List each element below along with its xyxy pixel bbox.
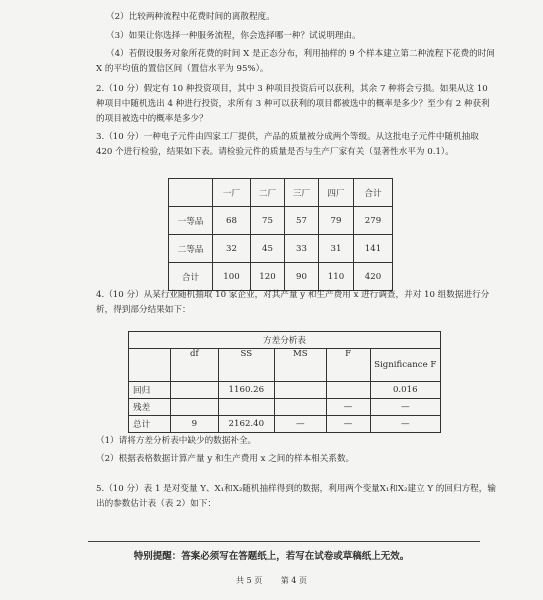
q4-sub2: （2）根据表格数据计算产量 y 和生产费用 x 之间的样本相关系数。 bbox=[96, 454, 355, 464]
table-cell bbox=[171, 399, 219, 416]
table-row bbox=[129, 416, 441, 433]
table-row bbox=[169, 207, 393, 235]
table-header-cell: F bbox=[326, 349, 370, 382]
table-cell: 100 bbox=[213, 263, 251, 291]
footer-divider bbox=[88, 541, 480, 542]
table-header-cell: SS bbox=[218, 349, 274, 382]
table-header-cell: Significance F bbox=[370, 349, 441, 382]
table-row bbox=[169, 263, 393, 291]
table-cell: 110 bbox=[319, 263, 354, 291]
table-cell bbox=[274, 382, 326, 399]
table-cell: 90 bbox=[285, 263, 319, 291]
table-cell: 0.016 bbox=[370, 382, 441, 399]
question-4: 4.（10 分）从某行业随机抽取 10 家企业，对其产量 y 和生产费用 x 进行调查，并对 10 组数据进行分析，得到部分结果如下： bbox=[96, 290, 490, 315]
table-cell: 57 bbox=[285, 207, 319, 235]
table-header-cell bbox=[129, 349, 171, 382]
table-cell: 68 bbox=[213, 207, 251, 235]
table-row bbox=[129, 382, 441, 399]
question-3: 3.（10 分）一种电子元件由四家工厂提供，产品的质量被分成两个等级。从这批电子元件中随机抽取 420 个进行检验，结果如下表。请检验元件的质量是否与生产厂家有关（显著性水平为 0.1）。 bbox=[96, 132, 482, 157]
table-cell: — bbox=[274, 416, 326, 433]
q2-sub2: （2）比较两种流程中花费时间的离散程度。 bbox=[106, 12, 275, 22]
table-cell: 420 bbox=[354, 263, 393, 291]
table-cell: 45 bbox=[251, 235, 285, 263]
table-row bbox=[129, 332, 441, 349]
table-header-cell: 三厂 bbox=[285, 179, 319, 207]
table-header-cell bbox=[169, 179, 213, 207]
table-cell bbox=[218, 399, 274, 416]
table-cell: 33 bbox=[285, 235, 319, 263]
table-header-cell: 一厂 bbox=[213, 179, 251, 207]
table-cell: 279 bbox=[354, 207, 393, 235]
q2-sub3: （3）如果让你选择一种服务流程，你会选择哪一种？试说明理由。 bbox=[106, 31, 361, 41]
anova-title: 方差分析表 bbox=[129, 332, 441, 349]
table-cell bbox=[326, 382, 370, 399]
table-cell: 合计 bbox=[169, 263, 213, 291]
table-cell: 残差 bbox=[129, 399, 171, 416]
question-2: 2.（10 分）假定有 10 种投资项目，其中 3 种项目投资后可以获利，其余 7 种将会亏损。如果从这 10 种项目中随机选出 4 种进行投资，求所有 3 种可以获利的项目都被选中的概率是多少？至少有 2 种获利的项目被选中的概率是多少？ bbox=[96, 84, 491, 124]
table-header-cell: 四厂 bbox=[319, 179, 354, 207]
table-cell: — bbox=[370, 399, 441, 416]
table-header-cell: 二厂 bbox=[251, 179, 285, 207]
table-row bbox=[129, 399, 441, 416]
table-cell bbox=[171, 382, 219, 399]
table-header-cell: df bbox=[171, 349, 219, 382]
quality-table bbox=[168, 178, 393, 291]
total-pages: 共 5 页 bbox=[236, 576, 263, 585]
table-cell: 75 bbox=[251, 207, 285, 235]
table-cell: 回归 bbox=[129, 382, 171, 399]
table-row bbox=[169, 179, 393, 207]
current-page: 第 4 页 bbox=[280, 576, 307, 585]
table-cell bbox=[274, 399, 326, 416]
table-cell: — bbox=[370, 416, 441, 433]
table-cell: 2162.40 bbox=[218, 416, 274, 433]
table-cell: 141 bbox=[354, 235, 393, 263]
table-cell: 32 bbox=[213, 235, 251, 263]
footer-reminder: 特别提醒：答案必须写在答题纸上，若写在试卷或草稿纸上无效。 bbox=[133, 551, 410, 562]
table-cell: — bbox=[326, 399, 370, 416]
table-cell: 二等品 bbox=[169, 235, 213, 263]
table-header-cell: 合计 bbox=[354, 179, 393, 207]
page-number bbox=[0, 575, 543, 586]
table-cell: 79 bbox=[319, 207, 354, 235]
table-cell: 9 bbox=[171, 416, 219, 433]
table-row bbox=[129, 349, 441, 382]
table-cell: 31 bbox=[319, 235, 354, 263]
table-cell: 总计 bbox=[129, 416, 171, 433]
q2-sub4: （4）若假设服务对象所花费的时间 X 是正态分布，利用抽样的 9 个样本建立第二种流程下花费的时间 X 的平均值的置信区间（置信水平为 95%）。 bbox=[96, 49, 498, 74]
table-cell: 一等品 bbox=[169, 207, 213, 235]
q4-sub1: （1）请将方差分析表中缺少的数据补全。 bbox=[96, 436, 257, 446]
question-5: 5.（10 分）表 1 是对变量 Y、X₁和X₂随机抽样得到的数据，利用两个变量X₁和X₂建立 Y 的回归方程，输出的参数估计表（表 2）如下： bbox=[96, 484, 496, 509]
table-cell: — bbox=[326, 416, 370, 433]
table-header-cell: MS bbox=[274, 349, 326, 382]
table-row bbox=[169, 235, 393, 263]
table-cell: 120 bbox=[251, 263, 285, 291]
table-cell: 1160.26 bbox=[218, 382, 274, 399]
anova-table bbox=[128, 331, 441, 433]
